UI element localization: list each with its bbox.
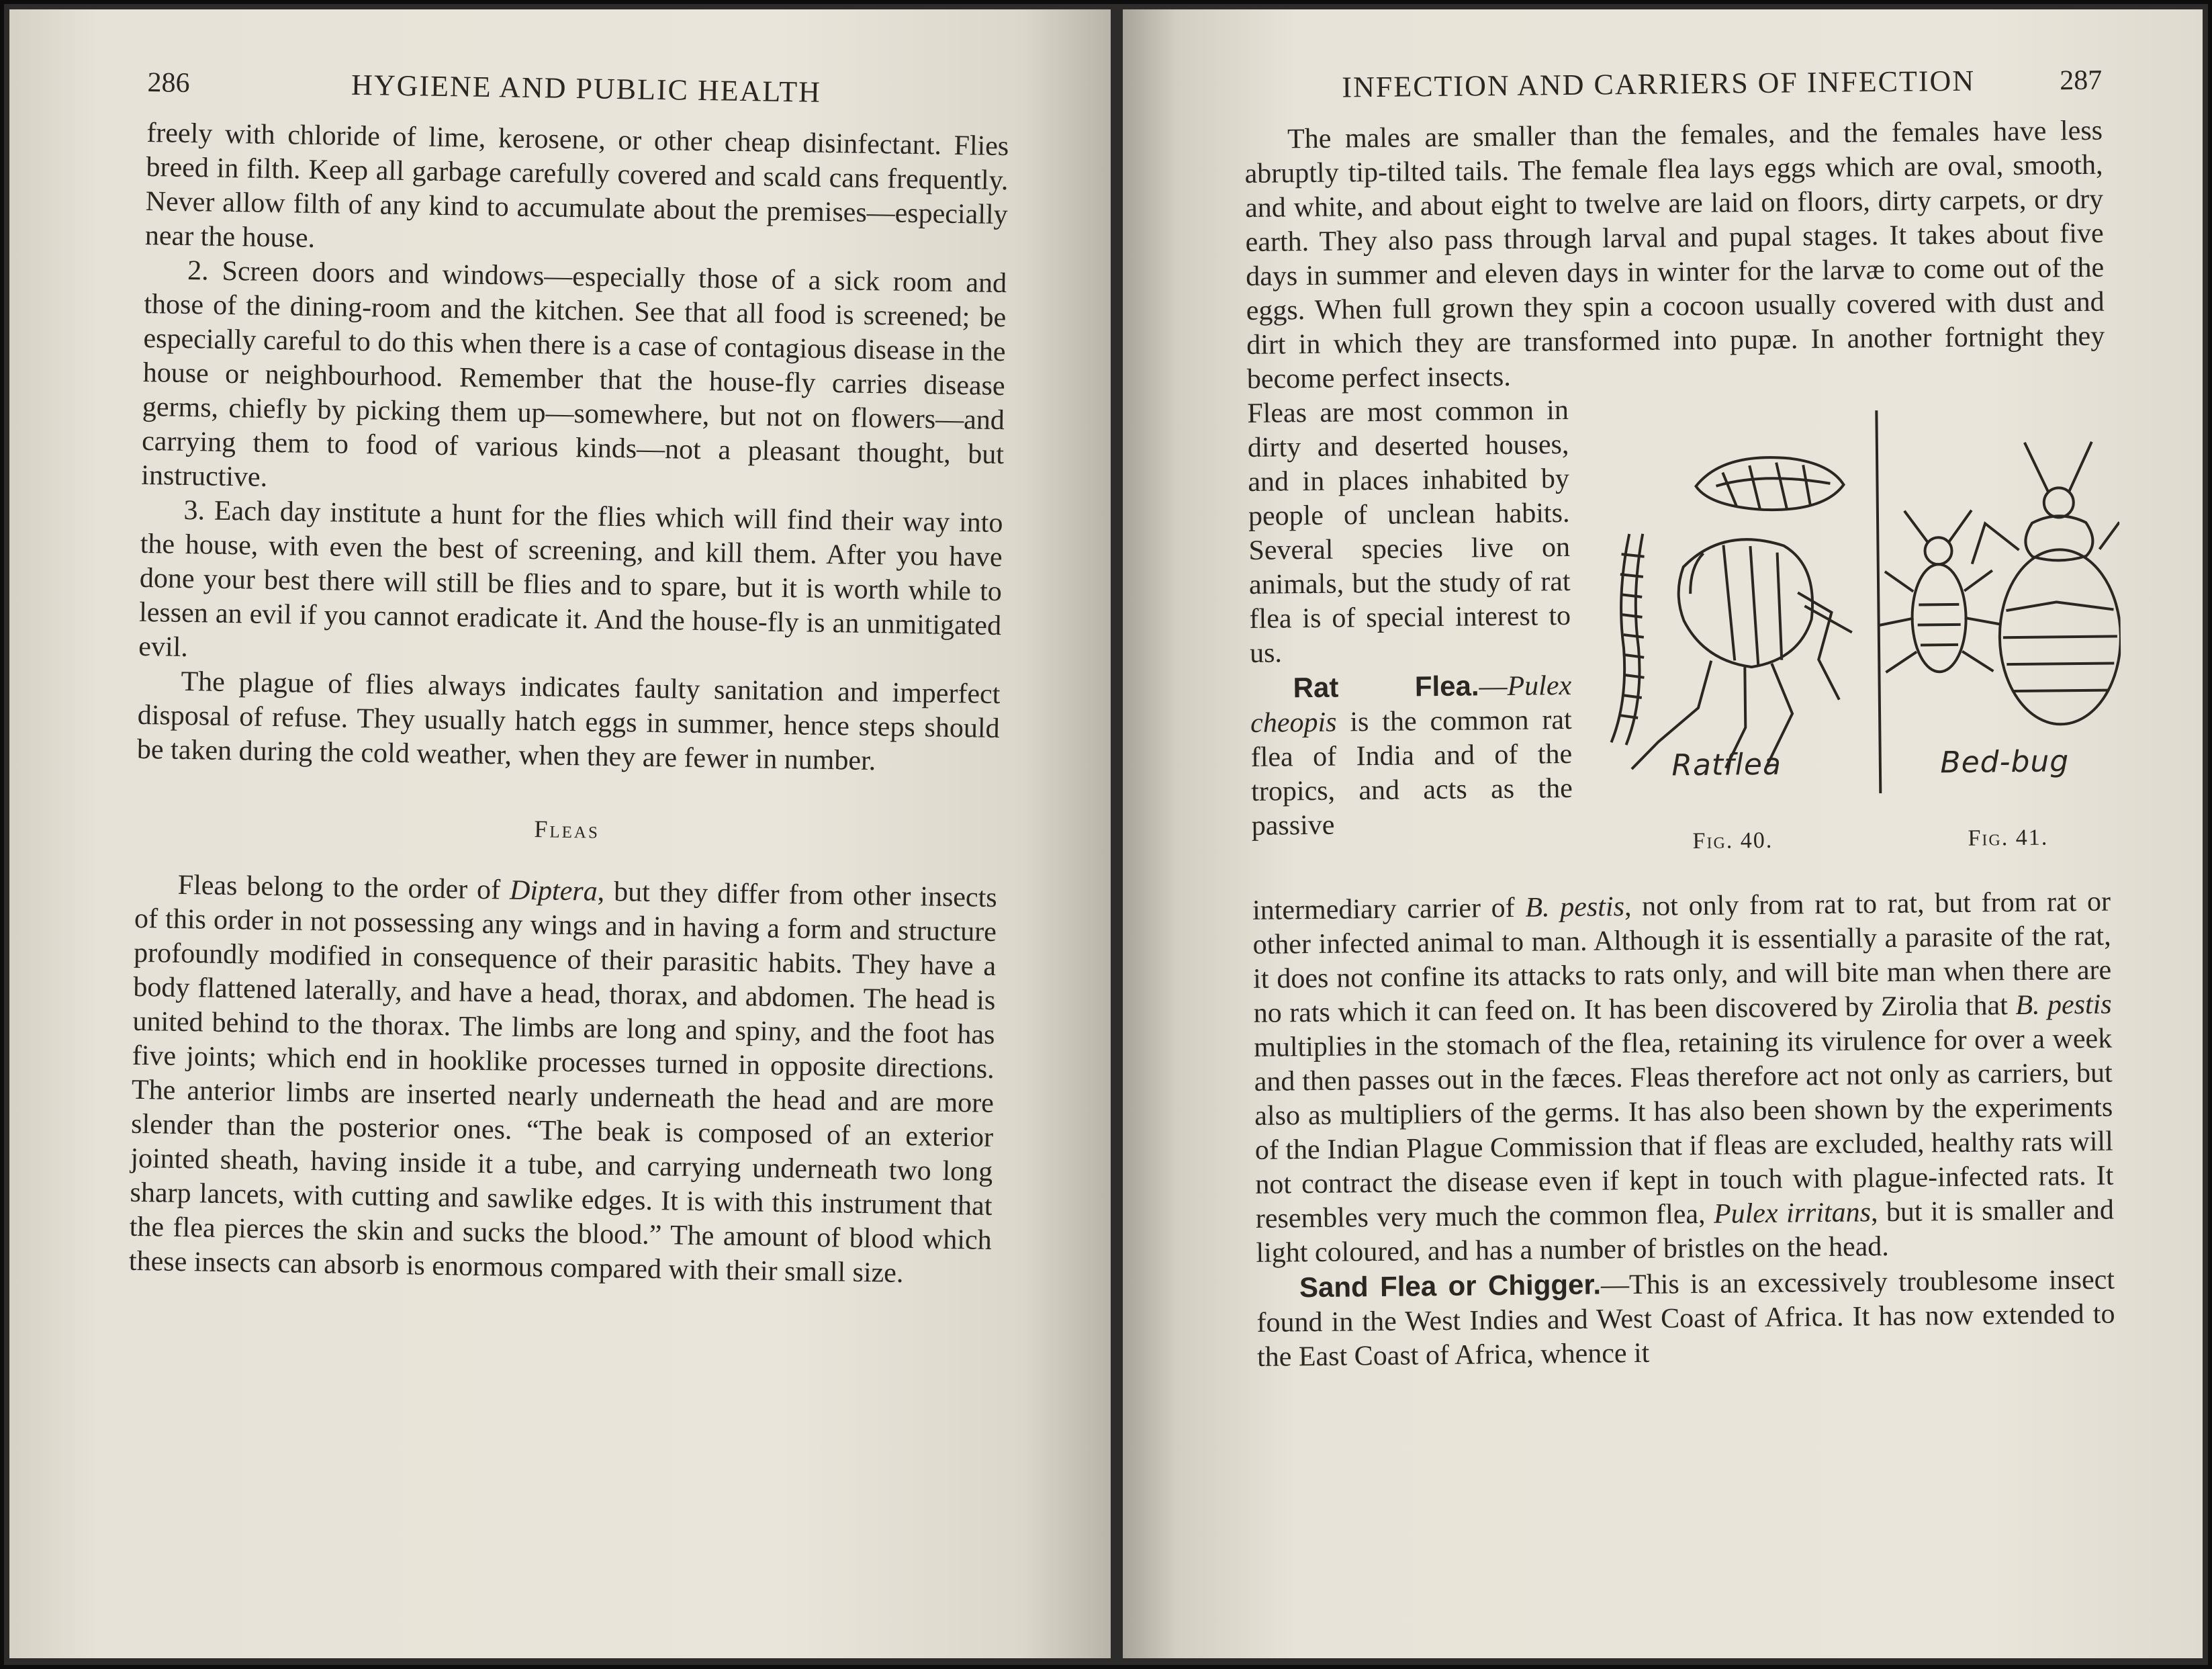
left-running-title: HYGIENE AND PUBLIC HEALTH: [351, 68, 822, 109]
rat-flea-intro: Rat Flea.—Pulex cheopis is the common rat flea of India and of the tropics, and acts as the passive: [1250, 670, 1573, 842]
right-running-title: INFECTION AND CARRIERS OF INFECTION: [1342, 64, 1976, 104]
left-page: [9, 9, 1111, 1658]
figure-wrap: [1247, 388, 2111, 894]
paragraph-4: The plague of flies always indicates faulty sanitation and imperfect disposal of refuse. They usually hatch eggs in summer, hence steps should be taken during the cold weather, when they are fewer in number.: [136, 666, 1001, 777]
figure-label-bed-bug: Bed-bug: [1940, 744, 2070, 780]
right-page-number: 287: [2059, 64, 2103, 97]
flea-pupa-drawing: [1696, 457, 1844, 510]
paragraph-3: 3. Each day institute a hunt for the flies which will find their way into the house, with even the best of screening, and kill them. After you have done your best there will still be flies and to spare, but it is worth while to lessen an evil if you cannot eradicate it. And the house-fly is an unmitigated evil.: [138, 494, 1003, 664]
flea-larva-drawing: [1609, 534, 1646, 746]
left-running-head: [147, 64, 1010, 112]
large-bed-bug-drawing: [1970, 441, 2121, 725]
left-page-content: [129, 64, 1010, 1292]
paragraph-2: 2. Screen doors and windows—especially those of a sick room and those of the dining-room and the kitchen. See that all food is screened; be especially careful to do this when there is a case of contagious disease in the house or neighbourhood. Remember that the house-fly carries disease germs, chiefly by picking them up—somewhere, but not on flowers—and carrying them to food of various kinds—not a pleasant thought, but instructive.: [141, 255, 1007, 493]
paragraph-fleas: Fleas belong to the order of Diptera, but they differ from other insects of this order in not possessing any wings and in having a form and structure profoundly modified in consequence of their parasitic habits. They have a body flattened laterally, and have a head, thorax, and abdomen. The head is united behind to the thorax. The limbs are long and spiny, and the foot has five joints; which end in hooklike processes turned in opposite directions. The anterior limbs are inserted nearly underneath the head and are more slender than the posterior ones. “The beak is composed of an exterior jointed sheath, having inside it a tube, and carrying underneath two long sharp lancets, with cutting and sawlike edges. It is with this instrument that the flea pierces the skin and sucks the blood.” The amount of blood which these insects can absorb is enormous compared with their small size.: [128, 869, 998, 1289]
paragraph-fleas-common: Fleas are most common in dirty and deserted houses, and in places inhabited by people of unclean habits. Several species live on animals, but the study of rat flea is of special interest to us.: [1247, 394, 1571, 669]
figure-side-text: [1247, 394, 1573, 894]
right-page-content: [1244, 62, 2115, 1375]
figure-number-41: Fig. 41.: [1968, 825, 2049, 851]
right-running-head: [1244, 62, 2102, 105]
paragraph-sand-flea: Sand Flea or Chigger.—This is an excessively troublesome insect found in the West Indies and West Coast of Africa. It has now extended to the East Coast of Africa, whence it: [1256, 1264, 2115, 1373]
insect-illustration: [1587, 388, 2123, 890]
right-page: [1123, 9, 2203, 1658]
section-heading-fleas: Fleas: [534, 815, 600, 844]
rat-flea-drawing: [1629, 539, 1853, 769]
figure-divider-line: [1876, 410, 1880, 793]
figure-number-40: Fig. 40.: [1692, 827, 1773, 854]
paragraph-1: freely with chloride of lime, kerosene, or other cheap disinfectant. Flies breed in filth. Keep all garbage carefully covered and scald cans frequently. Never allow filth of any kind to accumulate about the premises—especially near the house.: [144, 117, 1009, 254]
paragraph-males: The males are smaller than the females, and the females have less abruptly tip-tilted tails. The female flea lays eggs which are oval, smooth, and white, and about eight to twelve are laid on floors, dirty carpets, or dry earth. They also pass through larval and pupal stages. It takes about five days in summer and eleven days in winter for the larvæ to come out of the eggs. When full grown they spin a cocoon usually covered with dust and dirt in which they are transformed into pupæ. In another fortnight they become perfect insects.: [1244, 115, 2105, 395]
left-page-number: 286: [147, 66, 190, 99]
insect-figures: [1587, 388, 2111, 891]
paragraph-rat-flea: intermediary carrier of B. pestis, not only from rat to rat, but from rat or other infected animal to man. Although it is essentially a parasite of the rat, it does not confine its attacks to rats only, and will bite man when there are no rats which it can feed on. It has been discovered by Zirolia that B. pestis multiplies in the stomach of the flea, retaining its virulence for over a week and then passes out in the fæces. Fleas therefore act not only as carriers, but also as multipliers of the germs. It has also been shown by the experiments of the Indian Plague Commission that if fleas are excluded, healthy rats will not contract the disease even if kept in touch with plague-infected rats. It resembles very much the common flea, Pulex irritans, but it is smaller and light coloured, and has a number of bristles on the head.: [1252, 886, 2115, 1269]
book-spread: [4, 4, 2208, 1665]
figure-label-ratflea: Ratflea: [1671, 747, 1782, 783]
